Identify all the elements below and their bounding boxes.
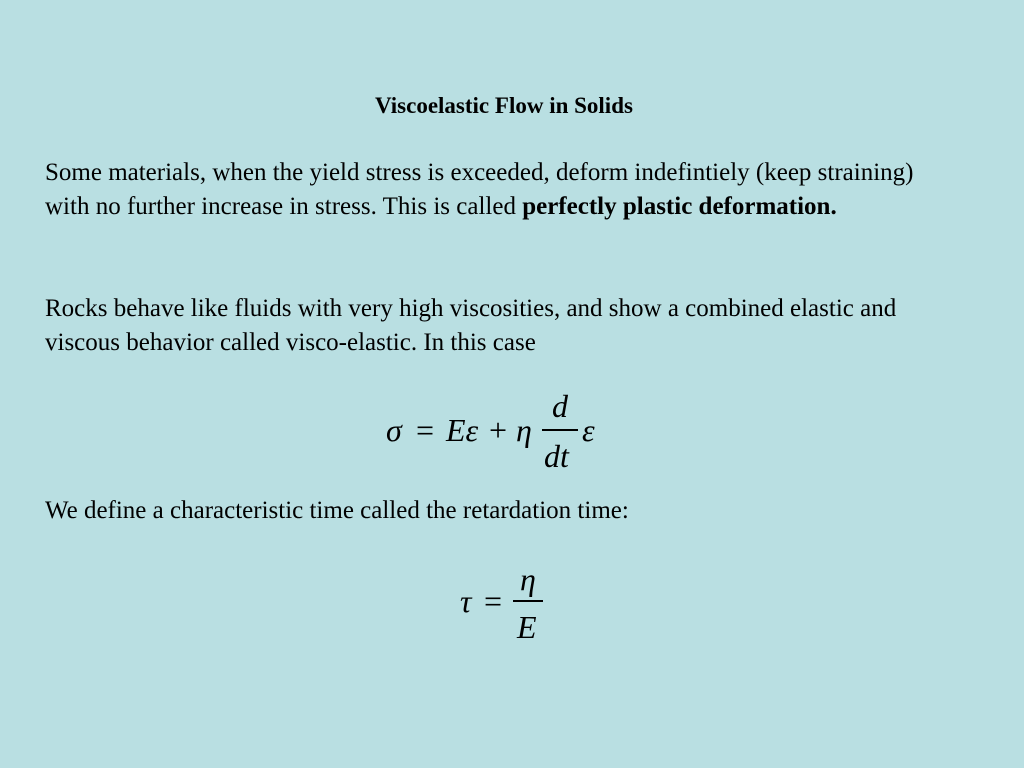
- viscoelastic-equation: [386, 388, 616, 474]
- eq1-plus: +: [489, 412, 508, 448]
- slide-title: Viscoelastic Flow in Solids: [375, 93, 633, 118]
- eq2-numerator: η: [520, 561, 536, 597]
- retardation-time-equation: [460, 563, 560, 643]
- eq1-numerator: d: [552, 388, 568, 424]
- eq1-sigma: σ: [386, 412, 402, 448]
- eq1-epsilon: ε: [582, 412, 595, 448]
- eq1-e-epsilon: Eε: [446, 412, 479, 448]
- eq2-tau: τ: [460, 583, 472, 619]
- eq1-fraction-bar: [542, 429, 578, 431]
- eq1-equals: =: [416, 412, 435, 448]
- eq2-equals: =: [484, 583, 503, 619]
- paragraph-visco-elastic: Rocks behave like fluids with very high viscosities, and show a combined elastic and viscous behavior called visco-elastic. In this case: [45, 295, 897, 356]
- paragraph-retardation-time: We define a characteristic time called the retardation time:: [45, 497, 629, 524]
- paragraph-perfectly-plastic: [45, 156, 945, 224]
- eq1-eta: η: [516, 412, 532, 448]
- eq1-denominator: dt: [544, 438, 569, 474]
- eq2-denominator: E: [517, 609, 537, 645]
- paragraph-text: Some materials, when the yield stress is exceeded, deform indefintiely (keep straining) with no further increase in stress. This is called: [45, 159, 914, 220]
- eq2-fraction-bar: [513, 600, 543, 602]
- paragraph-bold-term: perfectly plastic deformation.: [522, 193, 837, 220]
